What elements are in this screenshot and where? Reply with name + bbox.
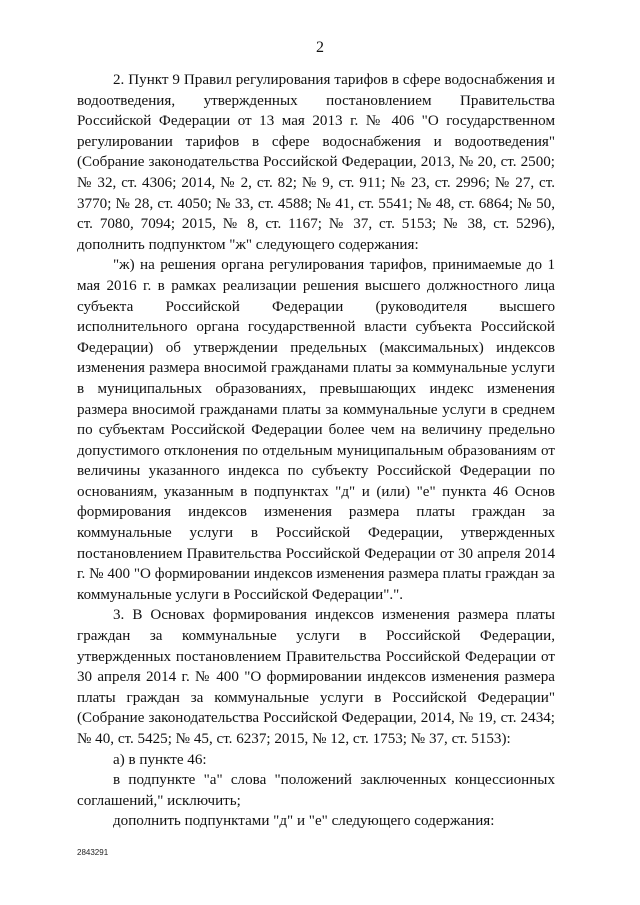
paragraph-subitem-a: а) в пункте 46: [113,751,207,768]
paragraph-subitem-zh: "ж) на решения органа регулирования тарифов, принимаемые до 1 мая 2016 г. в рамках реализации решения высшего должностного лица субъекта Российской Федерации (руководителя высшего исполнительного органа государственной власти субъекта Российской Федерации) об утверждении предельных (максимальных) индексов изменения размера вносимой гражданами платы за коммунальные услуги в муниципальных образованиях, превышающих индекс изменения размера вносимой гражданами платы за коммунальные услуги в среднем по субъектам Российской Федерации более чем на величину предельно допустимого отклонения по отдельным муниципальным образованиям от величины указанного индекса по субъекту Российской Федерации по основаниям, указанным в подпунктах "д" и (или) "е" пункта 46 Основ формирования индексов изменения размера платы граждан за коммунальные услуги в Российской Федерации, утвержденных постановлением Правительства Российской Федерации от 30 апреля 2014 г. № 400 "О формировании индексов изменения размера платы граждан за коммунальные услуги в Российской Федерации".". [77,257,555,603]
paragraph-subitem-a-exclusion: в подпункте "а" слова "положений заключенных концессионных соглашений," исключить; [77,772,555,809]
document-body [77,70,555,832]
document-id: 2843291 [77,848,109,857]
paragraph-add-subitems: дополнить подпунктами "д" и "е" следующего содержания: [113,813,495,830]
paragraph-item-2: 2. Пункт 9 Правил регулирования тарифов в сфере водоснабжения и водоотведения, утвержденных постановлением Правительства Российской Федерации от 13 мая 2013 г. № 406 "О государственном регулировании тарифов в сфере водоснабжения и водоотведения" (Собрание законодательства Российской Федерации, 2013, № 20, ст. 2500; № 32, ст. 4306; 2014, № 2, ст. 82; № 9, ст. 911; № 23, ст. 2996; № 27, ст. 3770; № 28, ст. 4050; № 33, ст. 4588; № 41, ст. 5541; № 48, ст. 6864; № 50, ст. 7080, 7094; 2015, № 8, ст. 1167; № 37, ст. 5153; № 38, ст. 5296), дополнить подпунктом "ж" следующего содержания: [77,72,555,253]
paragraph-item-3: 3. В Основах формирования индексов изменения размера платы граждан за коммунальные услуги в Российской Федерации, утвержденных постановлением Правительства Российской Федерации от 30 апреля 2014 г. № 400 "О формировании индексов изменения размера платы граждан за коммунальные услуги в Российской Федерации" (Собрание законодательства Российской Федерации, 2014, № 19, ст. 2434; № 40, ст. 5425; № 45, ст. 6237; 2015, № 12, ст. 1753; № 37, ст. 5153): [77,607,555,747]
page-number: 2 [316,39,324,56]
